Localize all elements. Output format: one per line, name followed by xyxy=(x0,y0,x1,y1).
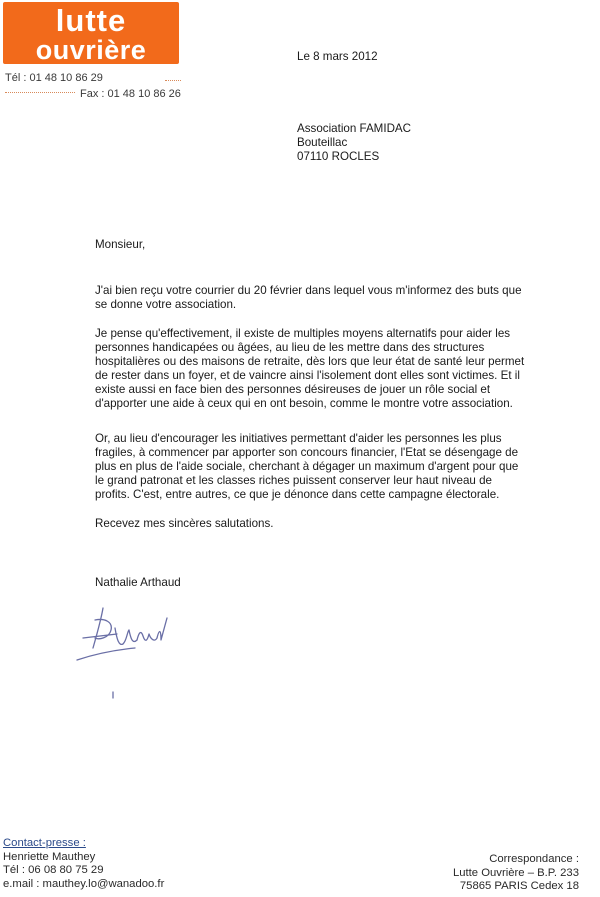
recipient-city: 07110 ROCLES xyxy=(297,150,380,163)
salutation: Monsieur, xyxy=(95,238,146,251)
correspondence-address xyxy=(380,853,579,894)
lutte-ouvriere-logo xyxy=(3,2,179,64)
correspondence-heading: Correspondance : xyxy=(489,853,579,865)
press-contact-email: e.mail : mauthey.lo@wanadoo.fr xyxy=(3,877,165,890)
press-contact-name: Henriette Mauthey xyxy=(3,850,96,863)
press-contact xyxy=(3,837,164,891)
letterhead-divider xyxy=(5,92,75,93)
recipient-address xyxy=(297,122,411,164)
signatory-name: Nathalie Arthaud xyxy=(95,576,181,589)
press-contact-heading: Contact-presse : xyxy=(3,837,86,849)
logo-line2: ouvrière xyxy=(35,35,147,64)
correspondence-line2: 75865 PARIS Cedex 18 xyxy=(459,880,579,892)
letterhead-fax: Fax : 01 48 10 86 26 xyxy=(80,88,181,100)
press-contact-tel: Tél : 06 08 80 75 29 xyxy=(3,864,104,876)
paragraph-2: Je pense qu'effectivement, il existe de multiples moyens alternatifs pour aider les personnes handicapées ou âgées, au lieu de les mettre dans des structures hospitalières ou des maisons de retraite, dès lors que leur état de santé leur permet de rester dans un foyer, et de vaincre ainsi l'isolement dont elles sont victimes. Et il existe aussi en face bien des personnes désireuses de jouer un rôle social et d'apporter une aide à ceux qui en ont besoin, comme le montre votre association. xyxy=(95,327,525,410)
logo-line1: lutte xyxy=(55,3,127,38)
letter-date: Le 8 mars 2012 xyxy=(297,50,378,63)
correspondence-line1: Lutte Ouvrière – B.P. 233 xyxy=(452,866,579,879)
letterhead-divider xyxy=(165,80,181,81)
handwritten-signature xyxy=(75,600,185,700)
recipient-street: Bouteillac xyxy=(297,136,348,149)
paragraph-3: Or, au lieu d'encourager les initiatives permettant d'aider les personnes les plus fragiles, à commencer par apporter son concours financier, l'Etat se désengage de plus en plus de l'aide sociale, cherchant à dégager un maximum d'argent pour que le grand patronat et les classes riches puissent conserver leur haut niveau de profits. C'est, entre autres, ce que je dénonce dans cette campagne électorale. xyxy=(95,432,519,501)
letterhead-tel: Tél : 01 48 10 86 29 xyxy=(5,72,103,84)
recipient-name: Association FAMIDAC xyxy=(297,122,412,135)
closing-line: Recevez mes sincères salutations. xyxy=(95,517,274,530)
paragraph-1: J'ai bien reçu votre courrier du 20 février dans lequel vous m'informez des buts que se donne votre association. xyxy=(95,284,522,311)
